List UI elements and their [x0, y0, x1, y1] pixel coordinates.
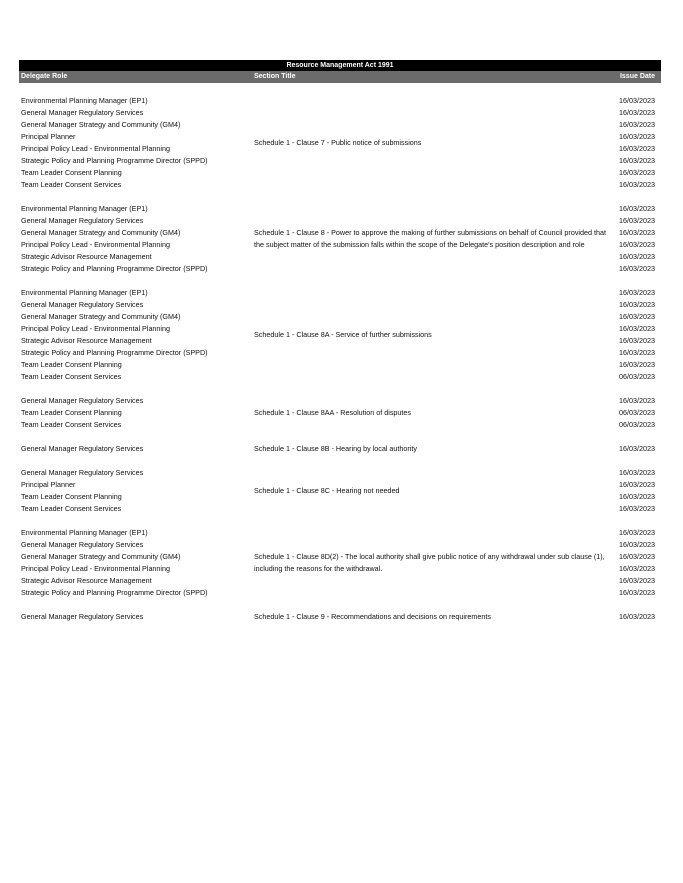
section-title-text: Schedule 1 - Clause 8 - Power to approve the making of further submissions on behalf of Council provided that the subject matter of the submission falls within the scope of the Delegate's position description and role	[254, 228, 606, 249]
delegate-role-cell: Team Leader Consent Services	[21, 504, 122, 513]
issue-date-cell: 16/03/2023	[619, 324, 655, 333]
delegate-role-cell: General Manager Strategy and Community (GM4)	[21, 228, 181, 237]
column-header-issue-date: Issue Date	[619, 73, 655, 80]
section-title-cell	[254, 287, 614, 383]
issue-date-cell: 16/03/2023	[619, 96, 655, 105]
delegate-role-cell: General Manager Strategy and Community (GM4)	[21, 120, 181, 129]
delegate-role-cell: Team Leader Consent Services	[21, 180, 122, 189]
delegate-role-cell: General Manager Regulatory Services	[21, 108, 144, 117]
issue-date-cell: 16/03/2023	[619, 348, 655, 357]
section-title-text: Schedule 1 - Clause 8B - Hearing by local authority	[254, 444, 418, 453]
delegate-role-cell: Principal Policy Lead - Environmental Planning	[21, 240, 171, 249]
issue-date-cell: 06/03/2023	[619, 408, 655, 417]
delegate-role-cell: Team Leader Consent Planning	[21, 492, 122, 501]
issue-date-cell: 16/03/2023	[619, 528, 655, 537]
delegate-role-cell: Strategic Policy and Planning Programme Director (SPPD)	[21, 156, 208, 165]
delegate-role-cell: General Manager Regulatory Services	[21, 444, 144, 453]
issue-date-cell: 16/03/2023	[619, 108, 655, 117]
section-title-cell	[254, 203, 614, 275]
delegate-role-cell: General Manager Strategy and Community (GM4)	[21, 312, 181, 321]
issue-date-cell: 16/03/2023	[619, 120, 655, 129]
table-title: Resource Management Act 1991	[19, 60, 661, 71]
delegation-group	[19, 95, 661, 191]
section-title-cell	[254, 467, 614, 515]
delegate-role-cell: Strategic Advisor Resource Management	[21, 336, 152, 345]
issue-date-cell: 16/03/2023	[619, 540, 655, 549]
issue-date-cell: 16/03/2023	[619, 216, 655, 225]
issue-date-cell: 16/03/2023	[619, 240, 655, 249]
issue-date-cell: 16/03/2023	[619, 504, 655, 513]
section-title-cell	[254, 395, 614, 431]
delegate-role-cell: General Manager Regulatory Services	[21, 216, 144, 225]
delegate-role-cell: Environmental Planning Manager (EP1)	[21, 288, 148, 297]
delegate-role-cell: Strategic Policy and Planning Programme Director (SPPD)	[21, 588, 208, 597]
delegate-role-cell: General Manager Strategy and Community (GM4)	[21, 552, 181, 561]
issue-date-cell: 16/03/2023	[619, 468, 655, 477]
delegation-group	[19, 467, 661, 515]
issue-date-cell: 16/03/2023	[619, 564, 655, 573]
issue-date-cell: 16/03/2023	[619, 168, 655, 177]
table-body	[19, 95, 661, 623]
issue-date-cell: 16/03/2023	[619, 552, 655, 561]
delegate-role-cell: Strategic Policy and Planning Programme Director (SPPD)	[21, 264, 208, 273]
delegate-role-cell: Principal Planner	[21, 132, 76, 141]
issue-date-cell: 16/03/2023	[619, 228, 655, 237]
issue-date-cell: 16/03/2023	[619, 612, 655, 621]
delegate-role-cell: Environmental Planning Manager (EP1)	[21, 96, 148, 105]
delegate-role-cell: General Manager Regulatory Services	[21, 612, 144, 621]
section-title-text: Schedule 1 - Clause 8AA - Resolution of disputes	[254, 408, 412, 417]
delegation-group	[19, 203, 661, 275]
issue-date-cell: 06/03/2023	[619, 372, 655, 381]
issue-date-cell: 16/03/2023	[619, 144, 655, 153]
issue-date-cell: 16/03/2023	[619, 576, 655, 585]
delegate-role-cell: General Manager Regulatory Services	[21, 540, 144, 549]
section-title-text: Schedule 1 - Clause 8A - Service of further submissions	[254, 330, 432, 339]
delegation-group	[19, 395, 661, 431]
issue-date-cell: 16/03/2023	[619, 132, 655, 141]
delegate-role-cell: Strategic Advisor Resource Management	[21, 576, 152, 585]
issue-date-cell: 16/03/2023	[619, 336, 655, 345]
issue-date-cell: 16/03/2023	[619, 288, 655, 297]
delegate-role-cell: Strategic Advisor Resource Management	[21, 252, 152, 261]
section-title-text: Schedule 1 - Clause 7 - Public notice of submissions	[254, 138, 422, 147]
section-title-cell	[254, 527, 614, 599]
delegate-role-cell: General Manager Regulatory Services	[21, 468, 144, 477]
section-title-cell	[254, 95, 614, 191]
column-header-delegate-role: Delegate Role	[21, 73, 68, 80]
delegate-role-cell: Principal Planner	[21, 480, 76, 489]
section-title-text: Schedule 1 - Clause 9 - Recommendations and decisions on requirements	[254, 612, 491, 621]
delegate-role-cell: Team Leader Consent Planning	[21, 360, 122, 369]
issue-date-cell: 16/03/2023	[619, 480, 655, 489]
delegate-role-cell: General Manager Regulatory Services	[21, 396, 144, 405]
section-title-text: Schedule 1 - Clause 8D(2) - The local authority shall give public notice of any withdrawal under sub clause (1), including the reasons for the withdrawal.	[254, 552, 605, 573]
delegation-table	[19, 60, 661, 635]
issue-date-cell: 16/03/2023	[619, 156, 655, 165]
delegate-role-cell: Team Leader Consent Services	[21, 372, 122, 381]
issue-date-cell: 16/03/2023	[619, 396, 655, 405]
issue-date-cell: 16/03/2023	[619, 360, 655, 369]
issue-date-cell: 16/03/2023	[619, 588, 655, 597]
section-title-text: Schedule 1 - Clause 8C - Hearing not needed	[254, 486, 400, 495]
issue-date-cell: 16/03/2023	[619, 264, 655, 273]
issue-date-cell: 16/03/2023	[619, 204, 655, 213]
delegate-role-cell: Environmental Planning Manager (EP1)	[21, 204, 148, 213]
delegate-role-cell: Team Leader Consent Services	[21, 420, 122, 429]
delegate-role-cell: Strategic Policy and Planning Programme Director (SPPD)	[21, 348, 208, 357]
delegate-role-cell: Team Leader Consent Planning	[21, 168, 122, 177]
delegate-role-cell: Principal Policy Lead - Environmental Planning	[21, 564, 171, 573]
delegate-role-cell: Principal Policy Lead - Environmental Planning	[21, 144, 171, 153]
column-header-section-title: Section Title	[254, 73, 296, 80]
issue-date-cell: 16/03/2023	[619, 180, 655, 189]
issue-date-cell: 06/03/2023	[619, 420, 655, 429]
delegate-role-cell: Team Leader Consent Planning	[21, 408, 122, 417]
delegation-group	[19, 287, 661, 383]
issue-date-cell: 16/03/2023	[619, 300, 655, 309]
delegate-role-cell: General Manager Regulatory Services	[21, 300, 144, 309]
delegate-role-cell: Environmental Planning Manager (EP1)	[21, 528, 148, 537]
issue-date-cell: 16/03/2023	[619, 252, 655, 261]
issue-date-cell: 16/03/2023	[619, 312, 655, 321]
delegate-role-cell: Principal Policy Lead - Environmental Planning	[21, 324, 171, 333]
section-title-cell	[254, 611, 614, 623]
section-title-cell	[254, 443, 614, 455]
delegation-group	[19, 527, 661, 599]
delegation-group	[19, 443, 661, 455]
issue-date-cell: 16/03/2023	[619, 444, 655, 453]
issue-date-cell: 16/03/2023	[619, 492, 655, 501]
delegation-group	[19, 611, 661, 623]
column-header-row	[19, 71, 661, 83]
